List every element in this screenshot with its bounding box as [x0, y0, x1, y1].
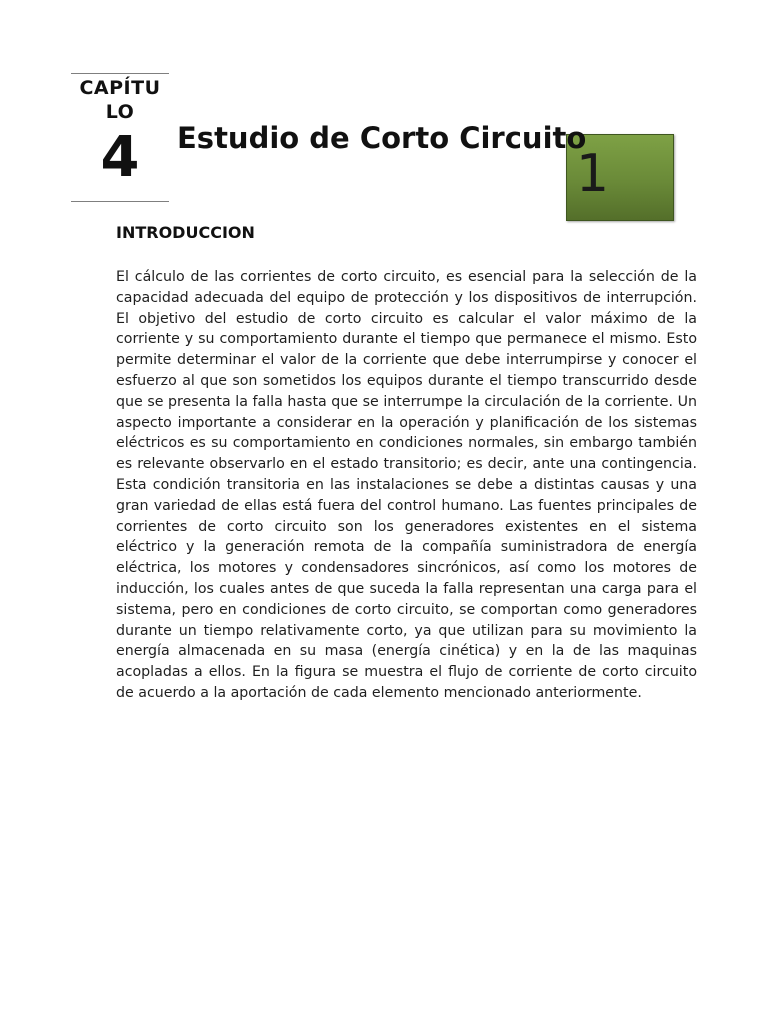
- body-paragraph: El cálculo de las corrientes de corto circuito, es esencial para la selección de la capacidad adecuada del equipo de protección y los dispositivos de interrupción. El objetivo del estudio de corto circuito es calcular el valor máximo de la corriente y su comportamiento durante el tiempo que permanece el mismo. Esto permite determinar el valor de la corriente que debe interrumpirse y conocer el esfuerzo al que son sometidos los equipos durante el tiempo transcurrido desde que se presenta la falla hasta que se interrumpe la circulación de la corriente. Un aspecto importante a considerar en la operación y planificación de los sistemas eléctricos es su comportamiento en condiciones normales, sin embargo también es relevante observarlo en el estado transitorio; es decir, ante una contingencia. Esta condición transitoria en las instalaciones se debe a distintas causas y una gran variedad de ellas está fuera del control humano. Las fuentes principales de corrientes de corto circuito son los generadores existentes en el sistema eléctrico y la generación remota de la compañía suministradora de energía eléctrica, los motores y condensadores sincrónicos, así como los motores de inducción, los cuales antes de que suceda la falla representan una carga para el sistema, pero en condiciones de corto circuito, se comportan como generadores durante un tiempo relativamente corto, ya que utilizan para su movimiento la energía almacenada en su masa (energía cinética) y en la de las maquinas acopladas a ellos. En la figura se muestra el flujo de corriente de corto circuito de acuerdo a la aportación de cada elemento mencionado anteriormente.: [116, 269, 697, 701]
- chapter-number: 4: [100, 125, 140, 190]
- chapter-word: CAPÍTULO: [79, 77, 161, 123]
- chapter-label-box: [71, 73, 169, 202]
- chapter-title: Estudio de Corto Circuito: [177, 121, 587, 155]
- chapter-number-box-label: 1: [576, 144, 610, 204]
- section-heading: INTRODUCCION: [116, 223, 255, 242]
